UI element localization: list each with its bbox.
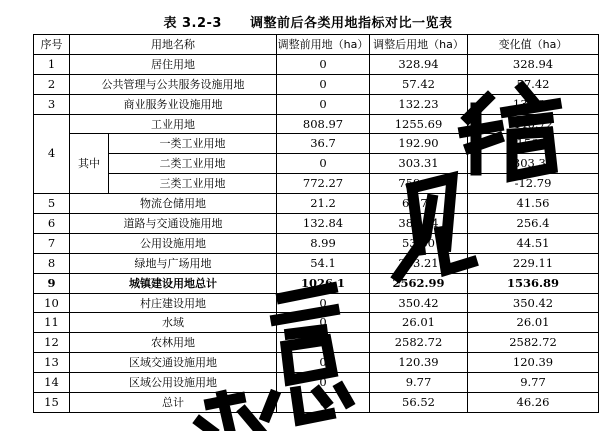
row-before-value: 132.84 <box>277 214 370 234</box>
row-number: 2 <box>34 74 70 94</box>
row-before-value: 0 <box>277 293 370 313</box>
row-change-value: 446.72 <box>468 114 599 134</box>
row-name: 农林用地 <box>70 333 277 353</box>
row-change-value: 9.77 <box>468 373 599 393</box>
row-after-value: 120.39 <box>370 353 468 373</box>
table-row <box>34 54 599 74</box>
row-change-value: 328.94 <box>468 54 599 74</box>
subrow-name: 二类工业用地 <box>109 154 277 174</box>
table-row <box>34 214 599 234</box>
row-name: 居住用地 <box>70 54 277 74</box>
row-change-value: 1536.89 <box>468 273 599 293</box>
table-total-row <box>34 273 599 293</box>
group-label: 其中 <box>70 134 109 194</box>
row-before-value: 0 <box>277 393 370 413</box>
table-row <box>34 313 599 333</box>
row-name: 总计 <box>70 393 277 413</box>
row-number: 7 <box>34 233 70 253</box>
row-name: 村庄建设用地 <box>70 293 277 313</box>
table-row <box>34 253 599 273</box>
row-name: 城镇建设用地总计 <box>70 273 277 293</box>
table-row <box>34 114 599 134</box>
subrow-after-value: 759.48 <box>370 174 468 194</box>
table-title: 调整前后各类用地指标对比一览表 <box>249 16 453 31</box>
row-change-value: 350.42 <box>468 293 599 313</box>
row-name: 物流仓储用地 <box>70 194 277 214</box>
subrow-after-value: 192.90 <box>370 134 468 154</box>
row-change-value: 57.42 <box>468 74 599 94</box>
row-number: 9 <box>34 273 70 293</box>
row-change-value: 26.01 <box>468 313 599 333</box>
row-before-value: 0 <box>277 313 370 333</box>
table-body <box>34 54 599 412</box>
row-number: 13 <box>34 353 70 373</box>
row-after-value: 1255.69 <box>370 114 468 134</box>
row-after-value: 56.52 <box>370 393 468 413</box>
row-after-value: 26.01 <box>370 313 468 333</box>
subrow-change-value: 303.31 <box>468 154 599 174</box>
table-caption <box>0 12 616 31</box>
table-row <box>34 353 599 373</box>
table-row <box>34 333 599 353</box>
subrow-name: 一类工业用地 <box>109 134 277 154</box>
row-change-value: 46.26 <box>468 393 599 413</box>
row-after-value: 132.23 <box>370 94 468 114</box>
row-after-value: 328.94 <box>370 54 468 74</box>
subrow-change-value: 156.2 <box>468 134 599 154</box>
row-number: 1 <box>34 54 70 74</box>
subrow-before-value: 36.7 <box>277 134 370 154</box>
row-name: 工业用地 <box>70 114 277 134</box>
table-subrow <box>34 174 599 194</box>
table-row <box>34 94 599 114</box>
row-number: 15 <box>34 393 70 413</box>
row-name: 公共管理与公共服务设施用地 <box>70 74 277 94</box>
row-after-value: 389.24 <box>370 214 468 234</box>
table-row <box>34 74 599 94</box>
header-row <box>34 35 599 55</box>
subrow-before-value: 0 <box>277 154 370 174</box>
row-after-value: 57.42 <box>370 74 468 94</box>
row-name: 公用设施用地 <box>70 233 277 253</box>
row-change-value: 41.56 <box>468 194 599 214</box>
row-name: 水域 <box>70 313 277 333</box>
row-before-value: 808.97 <box>277 114 370 134</box>
row-name: 道路与交通设施用地 <box>70 214 277 234</box>
row-before-value: 21.2 <box>277 194 370 214</box>
row-after-value: 2562.99 <box>370 273 468 293</box>
row-change-value: 120.39 <box>468 353 599 373</box>
table-row <box>34 233 599 253</box>
row-number: 5 <box>34 194 70 214</box>
subrow-after-value: 303.31 <box>370 154 468 174</box>
row-number: 8 <box>34 253 70 273</box>
table-row <box>34 293 599 313</box>
row-change-value: 229.11 <box>468 253 599 273</box>
land-use-comparison-table <box>33 34 599 413</box>
row-name: 区域交通设施用地 <box>70 353 277 373</box>
row-before-value: 0 <box>277 54 370 74</box>
table-number: 表 3.2-3 <box>163 16 222 31</box>
row-change-value: 132.23 <box>468 94 599 114</box>
table-row <box>34 194 599 214</box>
subrow-name: 三类工业用地 <box>109 174 277 194</box>
row-before-value: 0 <box>277 353 370 373</box>
row-number: 12 <box>34 333 70 353</box>
table-subrow <box>34 134 599 154</box>
row-number: 14 <box>34 373 70 393</box>
table-row <box>34 393 599 413</box>
header-no: 序号 <box>34 35 70 55</box>
header-before: 调整前用地（ha） <box>277 35 370 55</box>
row-number: 6 <box>34 214 70 234</box>
row-number: 11 <box>34 313 70 333</box>
row-after-value: 53.50 <box>370 233 468 253</box>
row-before-value: 0 <box>277 94 370 114</box>
row-number: 3 <box>34 94 70 114</box>
row-name: 绿地与广场用地 <box>70 253 277 273</box>
header-after: 调整后用地（ha） <box>370 35 468 55</box>
row-after-value: 9.77 <box>370 373 468 393</box>
row-number: 10 <box>34 293 70 313</box>
row-before-value: 0 <box>277 74 370 94</box>
row-change-value: 2582.72 <box>468 333 599 353</box>
row-number: 4 <box>34 114 70 194</box>
row-before-value: 8.99 <box>277 233 370 253</box>
row-after-value: 2582.72 <box>370 333 468 353</box>
row-before-value: 0 <box>277 373 370 393</box>
row-name: 商业服务业设施用地 <box>70 94 277 114</box>
row-before-value: 1026.1 <box>277 273 370 293</box>
row-name: 区域公用设施用地 <box>70 373 277 393</box>
row-change-value: 44.51 <box>468 233 599 253</box>
table-subrow <box>34 154 599 174</box>
row-after-value: 283.21 <box>370 253 468 273</box>
subrow-before-value: 772.27 <box>277 174 370 194</box>
table-row <box>34 373 599 393</box>
subrow-change-value: -12.79 <box>468 174 599 194</box>
row-after-value: 350.42 <box>370 293 468 313</box>
row-before-value: 0 <box>277 333 370 353</box>
header-change: 变化值（ha） <box>468 35 599 55</box>
row-before-value: 54.1 <box>277 253 370 273</box>
row-after-value: 62.76 <box>370 194 468 214</box>
row-change-value: 256.4 <box>468 214 599 234</box>
header-name: 用地名称 <box>70 35 277 55</box>
